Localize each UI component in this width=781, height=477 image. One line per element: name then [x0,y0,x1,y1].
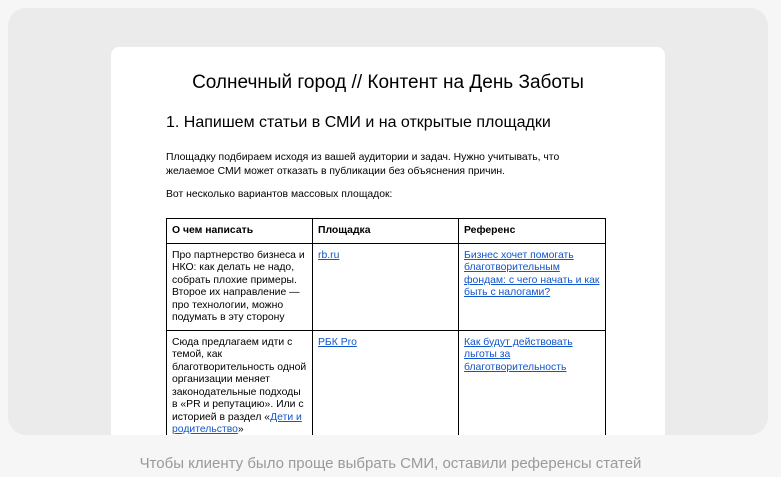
topic-link-children[interactable]: Дети и родительство [172,411,302,435]
table-header-row [167,219,606,244]
reference-cell [459,243,606,330]
header-reference: Референс [459,219,606,244]
reference-link[interactable]: Как будут действовать льготы за благотворительность [464,336,573,373]
references-table [166,218,606,435]
table-row [167,243,606,330]
section-heading: 1. Напишем статьи в СМИ и на открытые площадки [166,114,551,131]
platform-cell [313,330,459,435]
topic-text-end: » [237,424,244,435]
document-title: Солнечный город // Контент на День Заботы [192,72,584,93]
reference-link[interactable]: Бизнес хочет помогать благотворительным фондам: с чего начать и как быть с налогами? [464,249,600,298]
reference-cell [459,330,606,435]
image-caption: Чтобы клиенту было проще выбрать СМИ, оставили референсы статей [139,455,642,472]
header-platform: Площадка [313,219,459,244]
topic-cell: Про партнерство бизнеса и НКО: как делать не надо, собрать плохие примеры. Второе их направление — про технологии, можно подумать в эту сторону [167,243,313,330]
platform-cell [313,243,459,330]
screenshot-frame [8,8,768,435]
platforms-intro-paragraph: Вот несколько вариантов массовых площадок: [166,189,393,200]
intro-paragraph: Площадку подбираем исходя из вашей аудитории и задач. Нужно учитывать, что желаемое СМИ может отказать в публикации без объяснения причин. [166,152,560,177]
platform-link-rbc-pro[interactable]: РБК Pro [318,336,357,348]
header-topic: О чем написать [167,219,313,244]
table-row [167,330,606,435]
topic-cell [167,330,313,435]
platform-link-rb[interactable]: rb.ru [318,249,340,261]
document-page [111,47,665,435]
topic-text: Сюда предлагаем идти с темой, как благотворительность одной организации меняет законодательные подходы в «PR и репутацию». Или с историей в раздел « [172,336,307,423]
